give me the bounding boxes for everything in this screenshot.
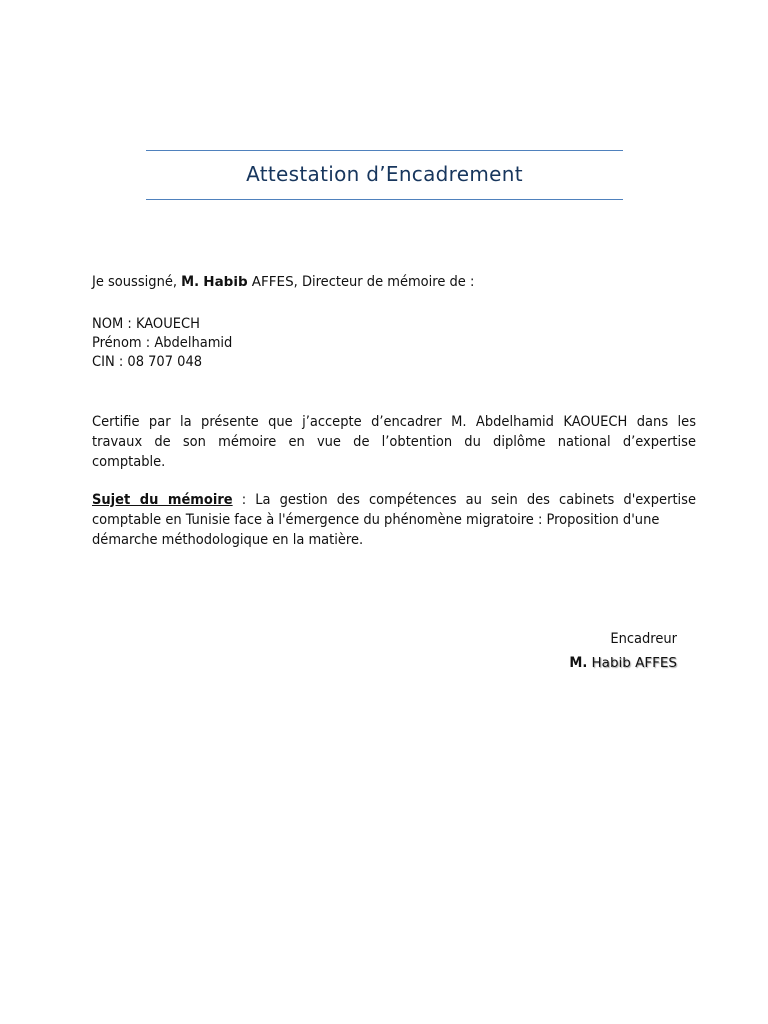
subject-label: Sujet du mémoire (92, 492, 233, 508)
document-title: Attestation d’Encadrement (246, 162, 523, 186)
signature-name: Habib AFFES (591, 655, 677, 671)
certification-paragraph (92, 412, 696, 472)
certification-line-1: Certifie par la présente que j’accepte d’encadrer M. Abdelhamid KAOUECH dans les (92, 414, 696, 430)
signature-name-line (569, 653, 677, 673)
signature-role: Encadreur (610, 631, 677, 647)
student-prenom: Prénom : Abdelhamid (92, 335, 233, 351)
subject-line-2: comptable en Tunisie face à l'émergence du phénomène migratoire : Proposition d'une (92, 512, 660, 528)
subject-paragraph (92, 490, 696, 550)
intro-prefix: Je soussigné, (92, 274, 182, 290)
intro-line (92, 272, 474, 292)
subject-line-3: démarche méthodologique en la matière. (92, 532, 364, 548)
intro-title-m: M. (181, 274, 200, 290)
student-nom: NOM : KAOUECH (92, 316, 200, 332)
certification-line-2: travaux de son mémoire en vue de l’obtention du diplôme national d’expertise (92, 434, 696, 450)
signature-title-m: M. (569, 655, 588, 671)
certification-line-3: comptable. (92, 454, 166, 470)
title-block (146, 150, 623, 200)
supervisor-first-name: Habib (203, 274, 248, 290)
subject-line-1-text: : La gestion des compétences au sein des cabinets d'expertise (232, 492, 697, 508)
supervisor-last-name: AFFES (251, 274, 294, 290)
intro-suffix: , Directeur de mémoire de : (293, 274, 475, 290)
student-cin: CIN : 08 707 048 (92, 354, 203, 370)
subject-line-1 (92, 490, 696, 510)
